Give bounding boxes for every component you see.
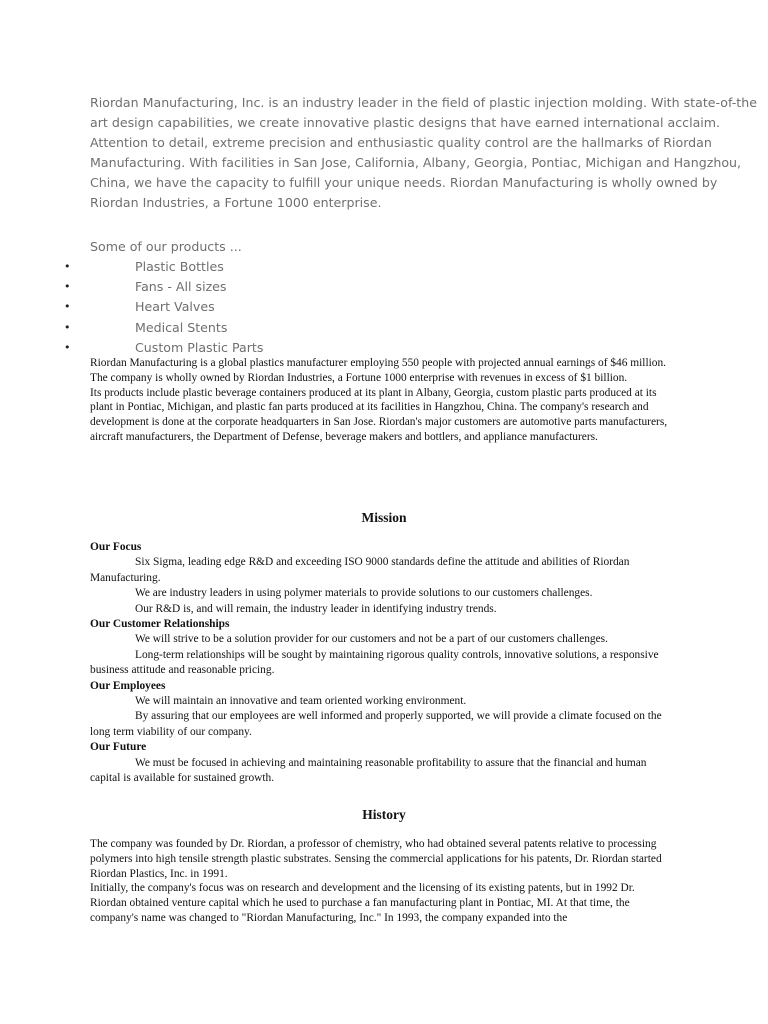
- product-name: Plastic Bottles: [135, 259, 224, 274]
- history-heading: History: [362, 807, 406, 822]
- history-paragraph: Initially, the company's focus was on research and development and the licensing of its existing patents, but in 1992 Dr. Riordan obtained venture capital which he used to purchase a fan manufacturing plant in Pontiac, MI. At that time, the company's name was changed to "Riordan Manufacturing, Inc." In 1993, the company expanded into the: [90, 882, 635, 924]
- mission-statement: Six Sigma, leading edge R&D and exceeding ISO 9000 standards define the attitude and abilities of Riordan Manufacturing.: [90, 556, 630, 584]
- history-section: [90, 837, 674, 926]
- product-name: Heart Valves: [135, 299, 215, 315]
- product-list: [0, 257, 768, 358]
- mission-statement: We are industry leaders in using polymer materials to provide solutions to our customers challenges.: [135, 587, 593, 600]
- bullet-icon: •: [64, 300, 71, 314]
- bullet-icon: •: [64, 320, 71, 334]
- bullet-icon: •: [64, 280, 71, 294]
- bullet-icon: •: [64, 340, 71, 354]
- product-name: Custom Plastic Parts: [135, 339, 264, 355]
- product-list-item: [0, 257, 768, 277]
- product-name: Fans - All sizes: [135, 279, 227, 295]
- product-list-item: [0, 277, 768, 297]
- our-employees-title: Our Employees: [90, 679, 166, 692]
- product-list-item: [0, 297, 768, 317]
- mission-statement: We will strive to be a solution provider for our customers and not be a part of our customers challenges.: [135, 633, 608, 646]
- mission-statement: Long-term relationships will be sought by maintaining rigorous quality controls, innovative solutions, a responsive business attitude and reasonable pricing.: [90, 648, 659, 677]
- overview-paragraph: Its products include plastic beverage containers produced at its plant in Albany, Georgia, custom plastic parts produced at its plant in Pontiac, Michigan, and plastic fan parts produced at its facilities in Hangzhou, China. The company's research and development is done at the corporate headquarters in San Jose. Riordan's major customers are automotive parts manufacturers, aircraft manufacturers, the Department of Defense, beverage makers and bottlers, and appliance manufacturers.: [90, 386, 668, 443]
- our-future-title: Our Future: [90, 741, 147, 754]
- product-list-item: [0, 338, 768, 358]
- mission-section: [90, 540, 670, 787]
- mission-statement: We must be focused in achieving and maintaining reasonable profitability to assure that the financial and human capital is available for sustained growth.: [90, 756, 647, 785]
- company-overview: [90, 356, 670, 445]
- product-list-item: [0, 318, 768, 338]
- mission-statement: We will maintain an innovative and team oriented working environment.: [135, 695, 467, 708]
- product-name: Medical Stents: [135, 319, 228, 335]
- history-paragraph: The company was founded by Dr. Riordan, a professor of chemistry, who had obtained several patents relative to processing polymers into high tensile strength plastic substrates. Sensing the commercial applications for his patents, Dr. Riordan started Riordan Plastics, Inc. in 1991.: [90, 838, 662, 880]
- overview-paragraph: Riordan Manufacturing is a global plastics manufacturer employing 550 people with projected annual earnings of $46 million. The company is wholly owned by Riordan Industries, a Fortune 1000 enterprise with revenues in excess of $1 billion.: [90, 357, 667, 384]
- products-lead-text: Some of our products ...: [90, 239, 242, 254]
- intro-paragraph: Riordan Manufacturing, Inc. is an industry leader in the field of plastic injection molding. With state-of-the art design capabilities, we create innovative plastic designs that have earned international acclaim. Attention to detail, extreme precision and enthusiastic quality control are the hallmarks of Riordan Manufacturing. With facilities in San Jose, California, Albany, Georgia, Pontiac, Michigan and Hangzhou, China, we have the capacity to fulfill your unique needs. Riordan Manufacturing is wholly owned by Riordan Industries, a Fortune 1000 enterprise.: [90, 95, 757, 210]
- customer-relationships-title: Our Customer Relationships: [90, 618, 230, 631]
- bullet-icon: •: [64, 260, 71, 273]
- mission-statement: Our R&D is, and will remain, the industry leader in identifying industry trends.: [135, 602, 497, 615]
- our-focus-title: Our Focus: [90, 541, 142, 553]
- mission-statement: By assuring that our employees are well informed and properly supported, we will provide a climate focused on the long term viability of our company.: [90, 710, 662, 738]
- mission-heading: Mission: [361, 510, 407, 525]
